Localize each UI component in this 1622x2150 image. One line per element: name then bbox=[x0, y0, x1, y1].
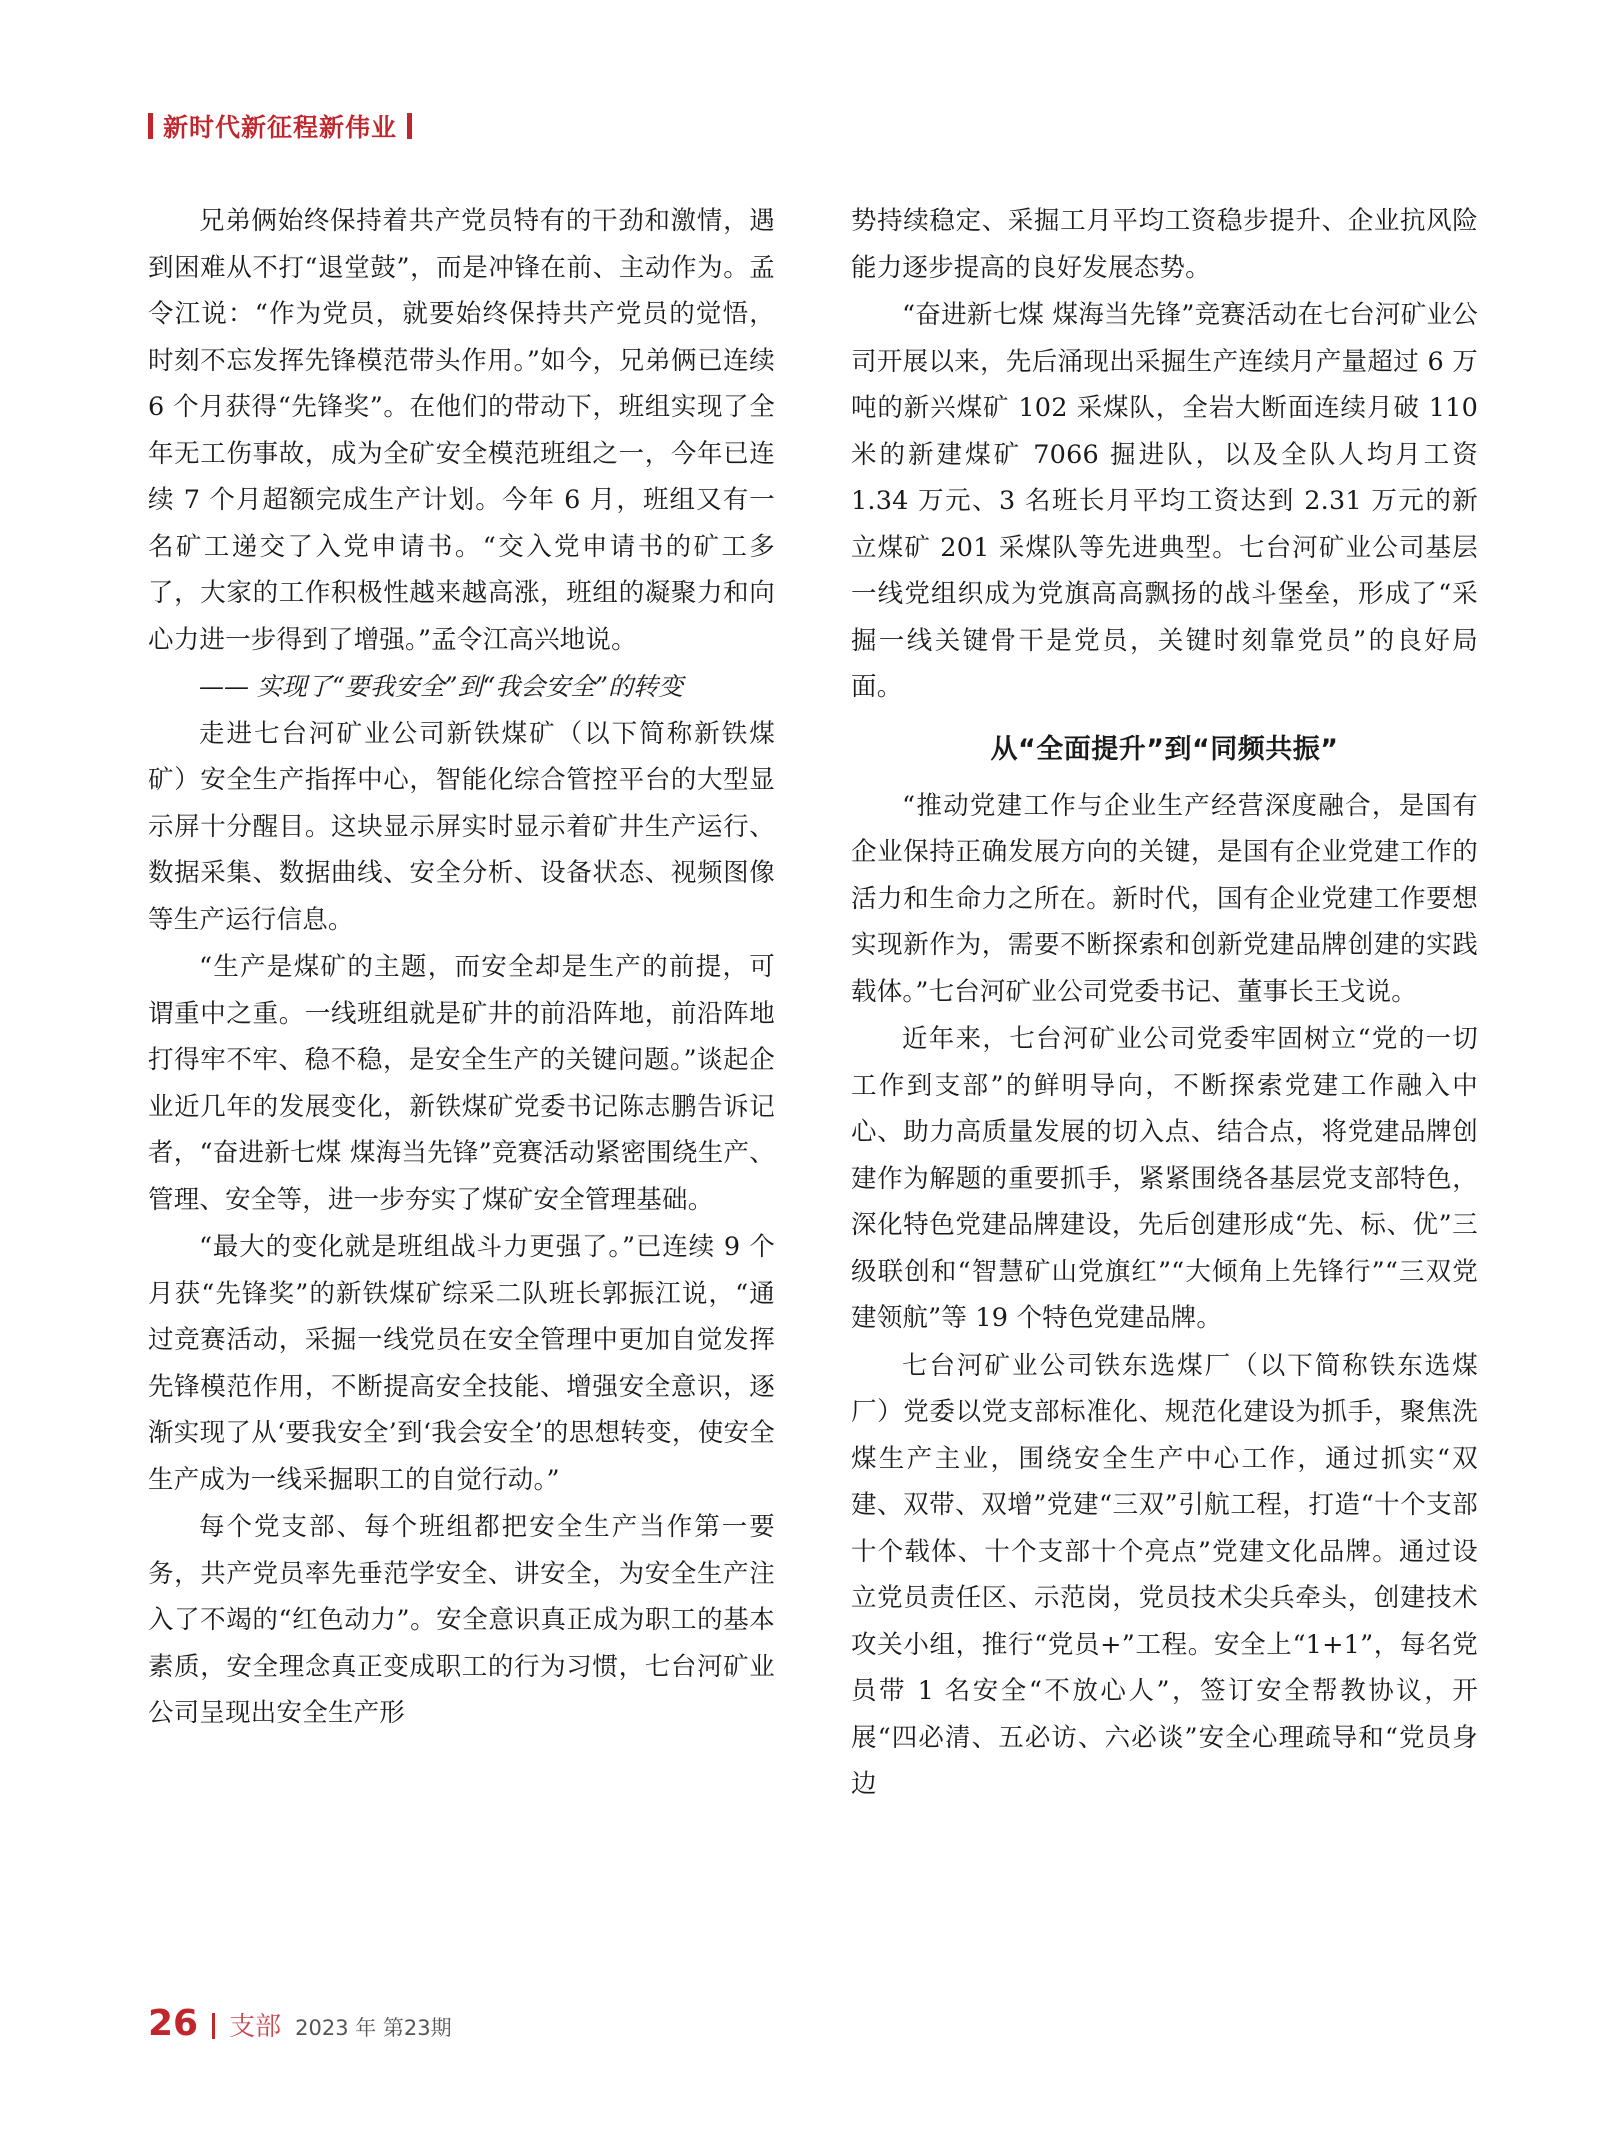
editorial-note: —— 实现了“要我安全”到“我会安全”的转变 bbox=[199, 672, 684, 701]
header-bar-left-icon bbox=[148, 113, 153, 139]
header-bar-right-icon bbox=[407, 113, 412, 139]
page-number: 26 bbox=[148, 2003, 199, 2044]
paragraph: “生产是煤矿的主题，而安全却是生产的前提，可谓重中之重。一线班组就是矿井的前沿阵地，前沿阵地打得牢不牢、稳不稳，是安全生产的关键问题。”谈起企业近几年的发展变化，新铁煤矿党委书记陈志鹏告诉记者，“奋进新七煤 煤海当先锋”竞赛活动紧密围绕生产、管理、安全等，进一步夯实了煤矿安全管理基础。 bbox=[148, 952, 775, 1215]
paragraph: 每个党支部、每个班组都把安全生产当作第一要务，共产党员率先垂范学安全、讲安全，为安全生产注入了不竭的“红色动力”。安全意识真正成为职工的基本素质，安全理念真正变成职工的行为习惯，七台河矿业公司呈现出安全生产形 bbox=[148, 1512, 775, 1728]
magazine-name: 支部 bbox=[229, 2012, 282, 2042]
paragraph: “最大的变化就是班组战斗力更强了。”已连续 9 个月获“先锋奖”的新铁煤矿综采二队班长郭振江说，“通过竞赛活动，采掘一线党员在安全管理中更加自觉发挥先锋模范作用，不断提高安全技能、增强安全意识，逐渐实现了从‘要我安全’到‘我会安全’的思想转变，使安全生产成为一线采掘职工的自觉行动。” bbox=[148, 1232, 775, 1495]
paragraph: “奋进新七煤 煤海当先锋”竞赛活动在七台河矿业公司开展以来，先后涌现出采掘生产连续月产量超过 6 万吨的新兴煤矿 102 采煤队，全岩大断面连续月破 110 米的新建煤矿 7066 掘进队，以及全队人均月工资 1.34 万元、3 名班长月平均工资达到 2.31 万元的新立煤矿 201 采煤队等先进典型。七台河矿业公司基层一线党组织成为党旗高高飘扬的战斗堡垒，形成了“采掘一线关键骨干是党员，关键时刻靠党员”的良好局面。 bbox=[851, 300, 1478, 702]
section-label: 新时代新征程新伟业 bbox=[163, 113, 398, 142]
right-column bbox=[851, 198, 1478, 1809]
paragraph: 势持续稳定、采掘工月平均工资稳步提升、企业抗风险能力逐步提高的良好发展态势。 bbox=[851, 206, 1478, 283]
page-footer bbox=[148, 2003, 452, 2044]
issue-label: 2023 年 第23期 bbox=[295, 2016, 452, 2040]
section-subheading: 从“全面提升”到“同频共振” bbox=[990, 733, 1339, 765]
body-columns bbox=[148, 198, 1478, 1809]
paragraph: 走进七台河矿业公司新铁煤矿（以下简称新铁煤矿）安全生产指挥中心，智能化综合管控平台的大型显示屏十分醒目。这块显示屏实时显示着矿井生产运行、数据采集、数据曲线、安全分析、设备状态、视频图像等生产运行信息。 bbox=[148, 718, 775, 935]
paragraph: 七台河矿业公司铁东选煤厂（以下简称铁东选煤厂）党委以党支部标准化、规范化建设为抓手，聚焦洗煤生产主业，围绕安全生产中心工作，通过抓实“双建、双带、双增”党建“三双”引航工程，打造“十个支部十个载体、十个支部十个亮点”党建文化品牌。通过设立党员责任区、示范岗，党员技术尖兵牵头，创建技术攻关小组，推行“党员+”工程。安全上“1+1”，每名党员带 1 名安全“不放心人”，签订安全帮教协议，开展“四必清、五必访、六必谈”安全心理疏导和“党员身边 bbox=[851, 1350, 1478, 1799]
paragraph: “推动党建工作与企业生产经营深度融合，是国有企业保持正确发展方向的关键，是国有企业党建工作的活力和生命力之所在。新时代，国有企业党建工作要想实现新作为，需要不断探索和创新党建品牌创建的实践载体。”七台河矿业公司党委书记、董事长王戈说。 bbox=[851, 790, 1478, 1007]
paragraph: 兄弟俩始终保持着共产党员特有的干劲和激情，遇到困难从不打“退堂鼓”，而是冲锋在前、主动作为。孟令江说：“作为党员，就要始终保持共产党员的觉悟，时刻不忘发挥先锋模范带头作用。”如今，兄弟俩已连续 6 个月获得“先锋奖”。在他们的带动下，班组实现了全年无工伤事故，成为全矿安全模范班组之一，今年已连续 7 个月超额完成生产计划。今年 6 月，班组又有一名矿工递交了入党申请书。“交入党申请书的矿工多了，大家的工作积极性越来越高涨，班组的凝聚力和向心力进一步得到了增强。”孟令江高兴地说。 bbox=[148, 206, 775, 655]
page-header bbox=[148, 108, 412, 144]
footer-divider-icon bbox=[212, 2013, 215, 2039]
paragraph: 近年来，七台河矿业公司党委牢固树立“党的一切工作到支部”的鲜明导向，不断探索党建工作融入中心、助力高质量发展的切入点、结合点，将党建品牌创建作为解题的重要抓手，紧紧围绕各基层党支部特色，深化特色党建品牌建设，先后创建形成“先、标、优”三级联创和“智慧矿山党旗红”“大倾角上先锋行”“三双党建领航”等 19 个特色党建品牌。 bbox=[851, 1024, 1478, 1333]
left-column bbox=[148, 198, 775, 1809]
